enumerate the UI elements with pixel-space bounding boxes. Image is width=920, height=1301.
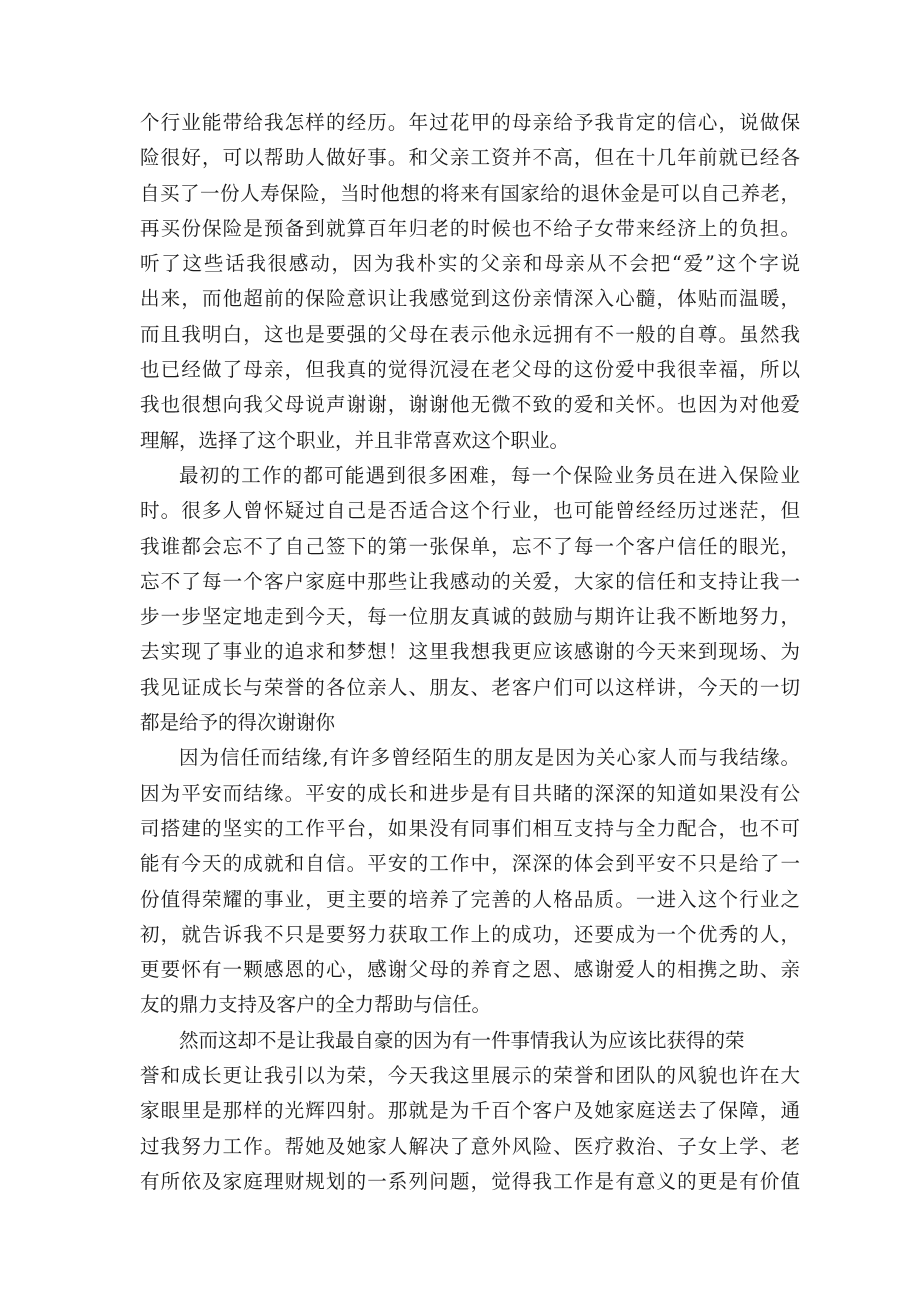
paragraph-line: 因为信任而结缘,有许多曾经陌生的朋友是因为关心家人而与我结缘。 [179,746,800,770]
paragraph-line: 能有今天的成就和自信。平安的工作中，深深的体会到平安不只是给了一 [140,852,800,876]
paragraph-line: 过我努力工作。帮她及她家人解决了意外风险、医疗救治、子女上学、老 [140,1134,800,1158]
paragraph-line: 司搭建的坚实的工作平台，如果没有同事们相互支持与全力配合，也不可 [140,816,800,840]
paragraph-line: 步一步坚定地走到今天，每一位朋友真诚的鼓励与期许让我不断地努力， [140,605,800,629]
paragraph-line: 最初的工作的都可能遇到很多困难，每一个保险业务员在进入保险业 [179,463,800,487]
paragraph-line: 家眼里是那样的光辉四射。那就是为千百个客户及她家庭送去了保障，通 [140,1099,800,1123]
paragraph-line: 都是给予的得次谢谢你 [140,711,336,735]
paragraph-line: 理解，选择了这个职业，并且非常喜欢这个职业。 [140,428,570,452]
paragraph-line: 有所依及家庭理财规划的一系列问题，觉得我工作是有意义的更是有价值 [140,1169,800,1193]
paragraph-line: 险很好，可以帮助人做好事。和父亲工资并不高，但在十几年前就已经各 [140,146,800,170]
paragraph-line: 初，就告诉我不只是要努力获取工作上的成功，还要成为一个优秀的人， [140,922,800,946]
paragraph-4 [140,1023,800,1199]
paragraph-line: 我谁都会忘不了自己签下的第一张保单，忘不了每一个客户信任的眼光， [140,534,800,558]
paragraph-3 [140,740,800,1022]
paragraph-line: 忘不了每一个客户家庭中那些让我感动的关爱，大家的信任和支持让我一 [140,569,800,593]
paragraph-line: 友的鼎力支持及客户的全力帮助与信任。 [140,993,492,1017]
paragraph-line: 誉和成长更让我引以为荣，今天我这里展示的荣誉和团队的风貌也许在大 [140,1064,800,1088]
paragraph-line: 再买份保险是预备到就算百年归老的时候也不给子女带来经济上的负担。 [140,216,800,240]
paragraph-line: 而且我明白，这也是要强的父母在表示他永远拥有不一般的自尊。虽然我 [140,322,800,346]
paragraph-1 [140,105,800,458]
paragraph-line: 份值得荣耀的事业，更主要的培养了完善的人格品质。一进入这个行业之 [140,887,800,911]
paragraph-line: 因为平安而结缘。平安的成长和进步是有目共睹的深深的知道如果没有公 [140,781,800,805]
paragraph-line: 听了这些话我很感动，因为我朴实的父亲和母亲从不会把“爱”这个字说 [140,252,800,276]
paragraph-line: 我也很想向我父母说声谢谢，谢谢他无微不致的爱和关怀。也因为对他爱 [140,393,800,417]
paragraph-line: 出来，而他超前的保险意识让我感觉到这份亲情深入心髓，体贴而温暖， [140,287,800,311]
paragraph-line: 也已经做了母亲，但我真的觉得沉浸在老父母的这份爱中我很幸福，所以 [140,358,800,382]
paragraph-line: 个行业能带给我怎样的经历。年过花甲的母亲给予我肯定的信心，说做保 [140,111,800,134]
paragraph-2 [140,458,800,740]
paragraph-line: 更要怀有一颗感恩的心，感谢父母的养育之恩、感谢爱人的相携之助、亲 [140,958,800,982]
paragraph-line: 时。很多人曾怀疑过自己是否适合这个行业，也可能曾经经历过迷茫，但 [140,499,800,523]
paragraph-line: 然而这却不是让我最自豪的因为有一件事情我认为应该比获得的荣 [179,1028,745,1052]
paragraph-line: 去实现了事业的追求和梦想！这里我想我更应该感谢的今天来到现场、为 [140,640,800,664]
paragraph-line: 自买了一份人寿保险，当时他想的将来有国家给的退休金是可以自己养老， [140,181,800,205]
paragraph-line: 我见证成长与荣誉的各位亲人、朋友、老客户们可以这样讲，今天的一切 [140,675,800,699]
document-body [140,105,800,1199]
